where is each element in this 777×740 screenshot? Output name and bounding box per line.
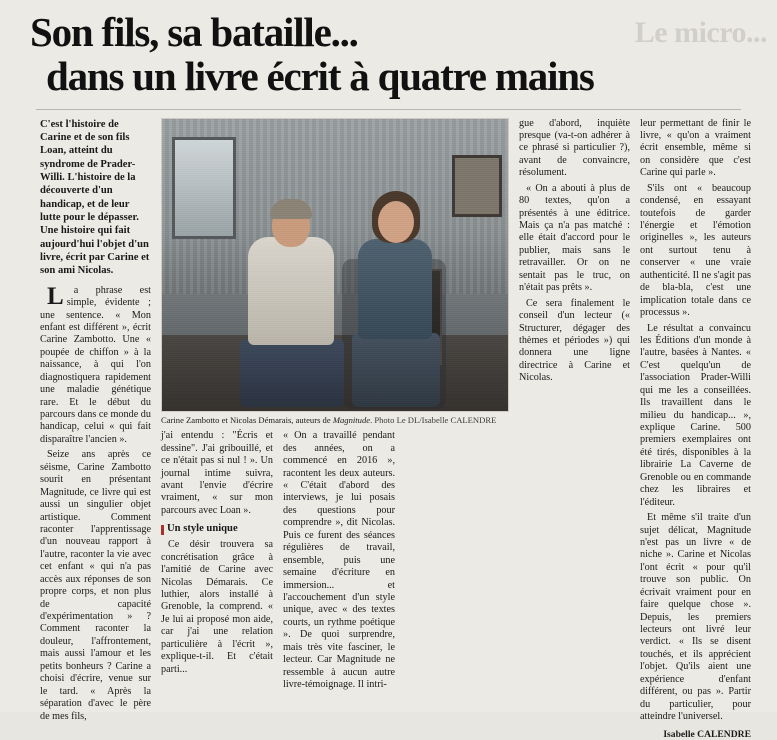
column-4 (519, 118, 630, 740)
center-text-columns (161, 430, 509, 694)
paragraph: « On a abouti à plus de 80 textes, qu'on a présentés à une éditrice. Mais ça n'a pas matché : elle était d'accord pour le publier, mais sans le retravailler. Or on ne sentait pas le truc, on n'était pas prêts ». (519, 182, 630, 294)
paragraph: j'ai entendu : "Écris et dessine". J'ai gribouillé, et ce n'était pas si nul ! ». Un journal intime suivra, avant l'envie d'écrire vraiment, « sur mon parcours avec Loan ». (161, 430, 273, 516)
photo-credit: . Photo Le DL/Isabelle CALENDRE (370, 414, 497, 425)
headline-line-2: dans un livre écrit à quatre mains (46, 53, 594, 100)
photo-grain-overlay (162, 119, 508, 411)
paragraph: gue d'abord, inquiète presque (va-t-on adhérer à ce phrasé si particulier ?), avant de convaincre, résolument. (519, 117, 630, 179)
paragraph: Le résultat a convaincu les Éditions d'un monde à l'autre, basées à Nantes. « C'est quelqu'un de l'association Prader-Willi qui me les a conseillées. Ils travaillent dans le milieu du handicap... », explique Carine. 500 premiers exemplaires ont été tirés, disponibles à la librairie La Caverne de Grenoble ou en commande chez les libraires et l'éditeur. (640, 322, 751, 508)
article-body (12, 118, 765, 740)
photo-caption-text: Carine Zambotto et Nicolas Démarais, auteurs de (161, 414, 331, 425)
headline-line-1: Son fils, sa bataille... (30, 9, 358, 55)
subheading (161, 523, 273, 536)
page-title (30, 10, 770, 99)
column-2 (161, 430, 273, 694)
article-photo-wrap (161, 118, 509, 426)
paragraph: « On a travaillé pendant des années, on a commencé en 2016 », racontent les deux auteurs. « C'était d'abord des interviews, je lui posais des questions pour comprendre », dit Nicolas. Puis ce furent des séances régulières de travail, ensemble, puis une semaine d'écriture en immersion... et l'accouchement d'un style unique, avec « des textes courts, un rythme poétique ». De quoi surprendre, mais très vite fasciner, le lecteur. Car Magnitude ne ressemble à aucun autre livre-témoignage. Il intri- (283, 430, 395, 691)
standfirst: C'est l'histoire de Carine et de son fils Loan, atteint du syndrome de Prader-Willi. L'histoire de la découverte d'un handicap, et de leur lutte pour le dépasser. Une histoire qui fait aujourd'hui l'objet d'un livre, écrit par Carine et son ami Nicolas. (40, 118, 150, 277)
column-3 (283, 430, 395, 694)
photo-caption (161, 415, 509, 426)
paragraph: Seize ans après ce séisme, Carine Zambotto sourit en présentant Magnitude, ce livre qui est aussi un singulier objet artistique. Comment raconter l'apprentissage d'un nouveau rapport à l'autre, raconter la vie avec cet enfant « qui n'a pas accès aux réponses de son propre corps, et non plus de capacité d'expérimentation » ? Comment raconter la douleur, l'affrontement, mais aussi l'amour et les petits bonheurs ? Carine a choisi d'écrire, venue sur le tard. « Après la séparation d'avec le père de mes fils, (40, 449, 151, 722)
paragraph (40, 282, 151, 447)
subheading-marker-icon (161, 525, 164, 535)
paragraph: Et même s'il traite d'un sujet délicat, Magnitude n'est pas un livre « de niche ». Carine et Nicolas l'ont écrit « pour qu'il trouve son public. On écrivait vraiment pour en faire quelque chose ». Depuis, les premiers lecteurs ont livré leur verdict. « Ils se disent touchés, et ils apprécient l'objet. Qu'ils aient une expérience d'enfant différent, ou pas ». Partir du particulier, pour atteindre l'universel. (640, 512, 751, 723)
subheading-label: Un style unique (167, 523, 238, 535)
bleed-through-text: Le micro... (634, 16, 767, 49)
paragraph: S'ils ont « beaucoup condensé, en essayant toutefois de garder l'énergie et l'émotion originelles », les auteurs ont surtout tenu à conserver « une vraie authenticité. Il ne s'agit pas de bla-bla, c'est une implication totale dans ce processus ». (640, 182, 751, 319)
column-center (161, 118, 509, 740)
drop-cap: L (47, 282, 64, 310)
article-photo (161, 118, 509, 412)
column-right (640, 118, 751, 740)
headline-divider (36, 109, 741, 110)
photo-caption-book-title: Magnitude (332, 414, 371, 425)
paragraph: Ce sera finalement le conseil d'un lecteur (« Structurer, dégager des thèmes et périodes ») qui donnera une ligne directrice à Carine et Nicolas. (519, 297, 630, 384)
paragraph: leur permettant de finir le livre, « qu'on a vraiment écrit ensemble, même si on considère que c'est Carine qui parle ». (640, 117, 751, 179)
paragraph-text: a phrase est simple, évidente ; une sentence. « Mon enfant est différent », écrit Carine Zambotto. Une « poupée de chiffon » à la naissance, à qui l'on diagnostiquera rapidement une maladie génétique rare. Et le début du parcours dans ce monde du handicap, celui « qui fait disparaître l'ancien ». (40, 284, 151, 445)
column-left (40, 118, 151, 740)
paragraph: Ce désir trouvera sa concrétisation grâce à l'amitié de Carine avec Nicolas Démarais. Ce luthier, alors installé à Grenoble, la comprend. « Je lui ai proposé mon aide, car j'ai une relation particulière à l'écrit », explique-t-il. Et c'était parti... (161, 539, 273, 675)
byline: Isabelle CALENDRE (663, 728, 751, 740)
